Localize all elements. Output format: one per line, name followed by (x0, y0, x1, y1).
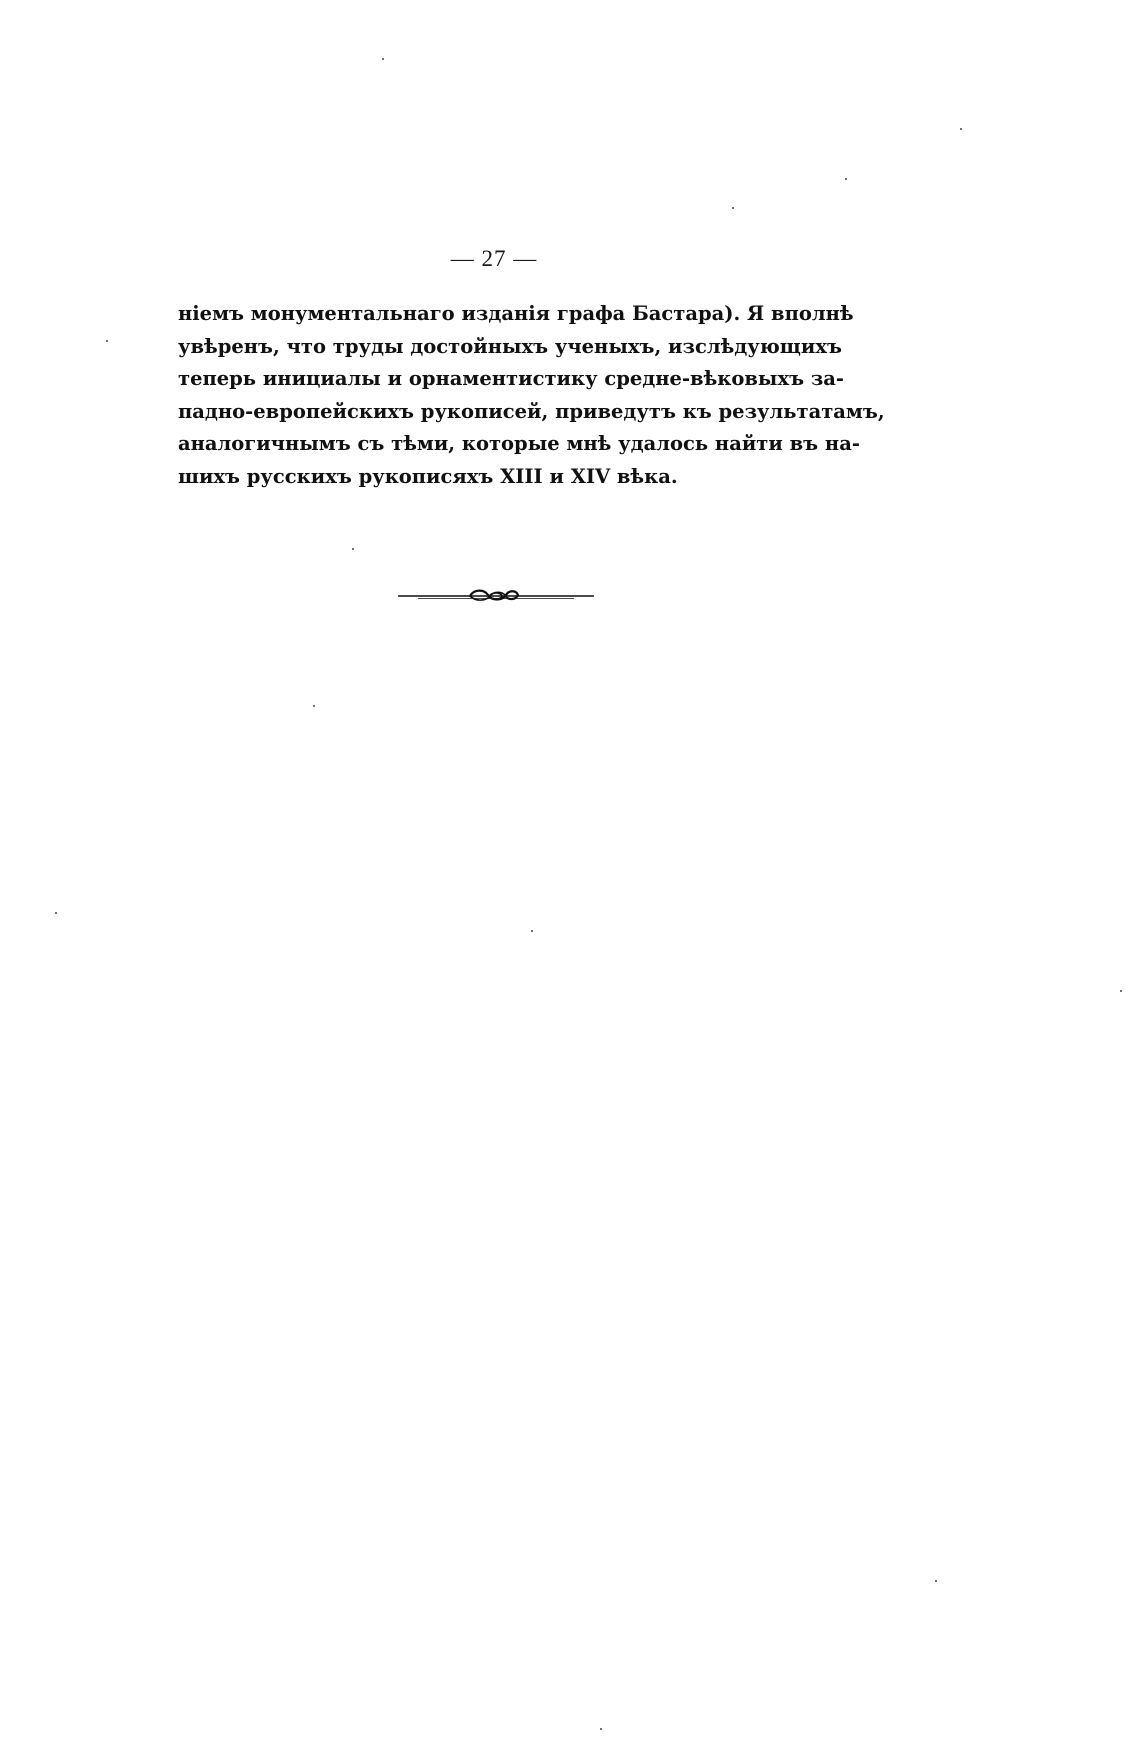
flourish-divider-icon (398, 586, 594, 606)
text-line: ніемъ монументальнаго изданія графа Бастара). Я вполнѣ (178, 302, 854, 325)
text-line: аналогичнымъ съ тѣми, которые мнѣ удалось найти въ на- (178, 432, 860, 455)
print-speck (106, 340, 108, 342)
print-speck (55, 912, 57, 914)
text-line: увѣренъ, что труды достойныхъ ученыхъ, изслѣдующихъ (178, 334, 842, 358)
print-speck (352, 548, 354, 550)
print-speck (1120, 990, 1122, 992)
text-line: падно-европейскихъ рукописей, приведутъ къ результатамъ, (178, 399, 885, 423)
print-speck (313, 705, 315, 707)
text-line: шихъ русскихъ рукописяхъ XIII и XIV вѣка. (178, 464, 678, 488)
print-speck (732, 207, 734, 209)
print-speck (935, 1580, 937, 1582)
body-paragraph (178, 298, 885, 493)
print-speck (600, 1728, 602, 1730)
print-speck (531, 930, 533, 932)
text-line: теперь инициалы и орнаментистику средне-вѣковыхъ за- (178, 367, 845, 390)
print-speck (960, 128, 962, 130)
print-speck (382, 58, 384, 60)
page-number: — 27 — (450, 246, 538, 271)
print-speck (845, 178, 847, 180)
